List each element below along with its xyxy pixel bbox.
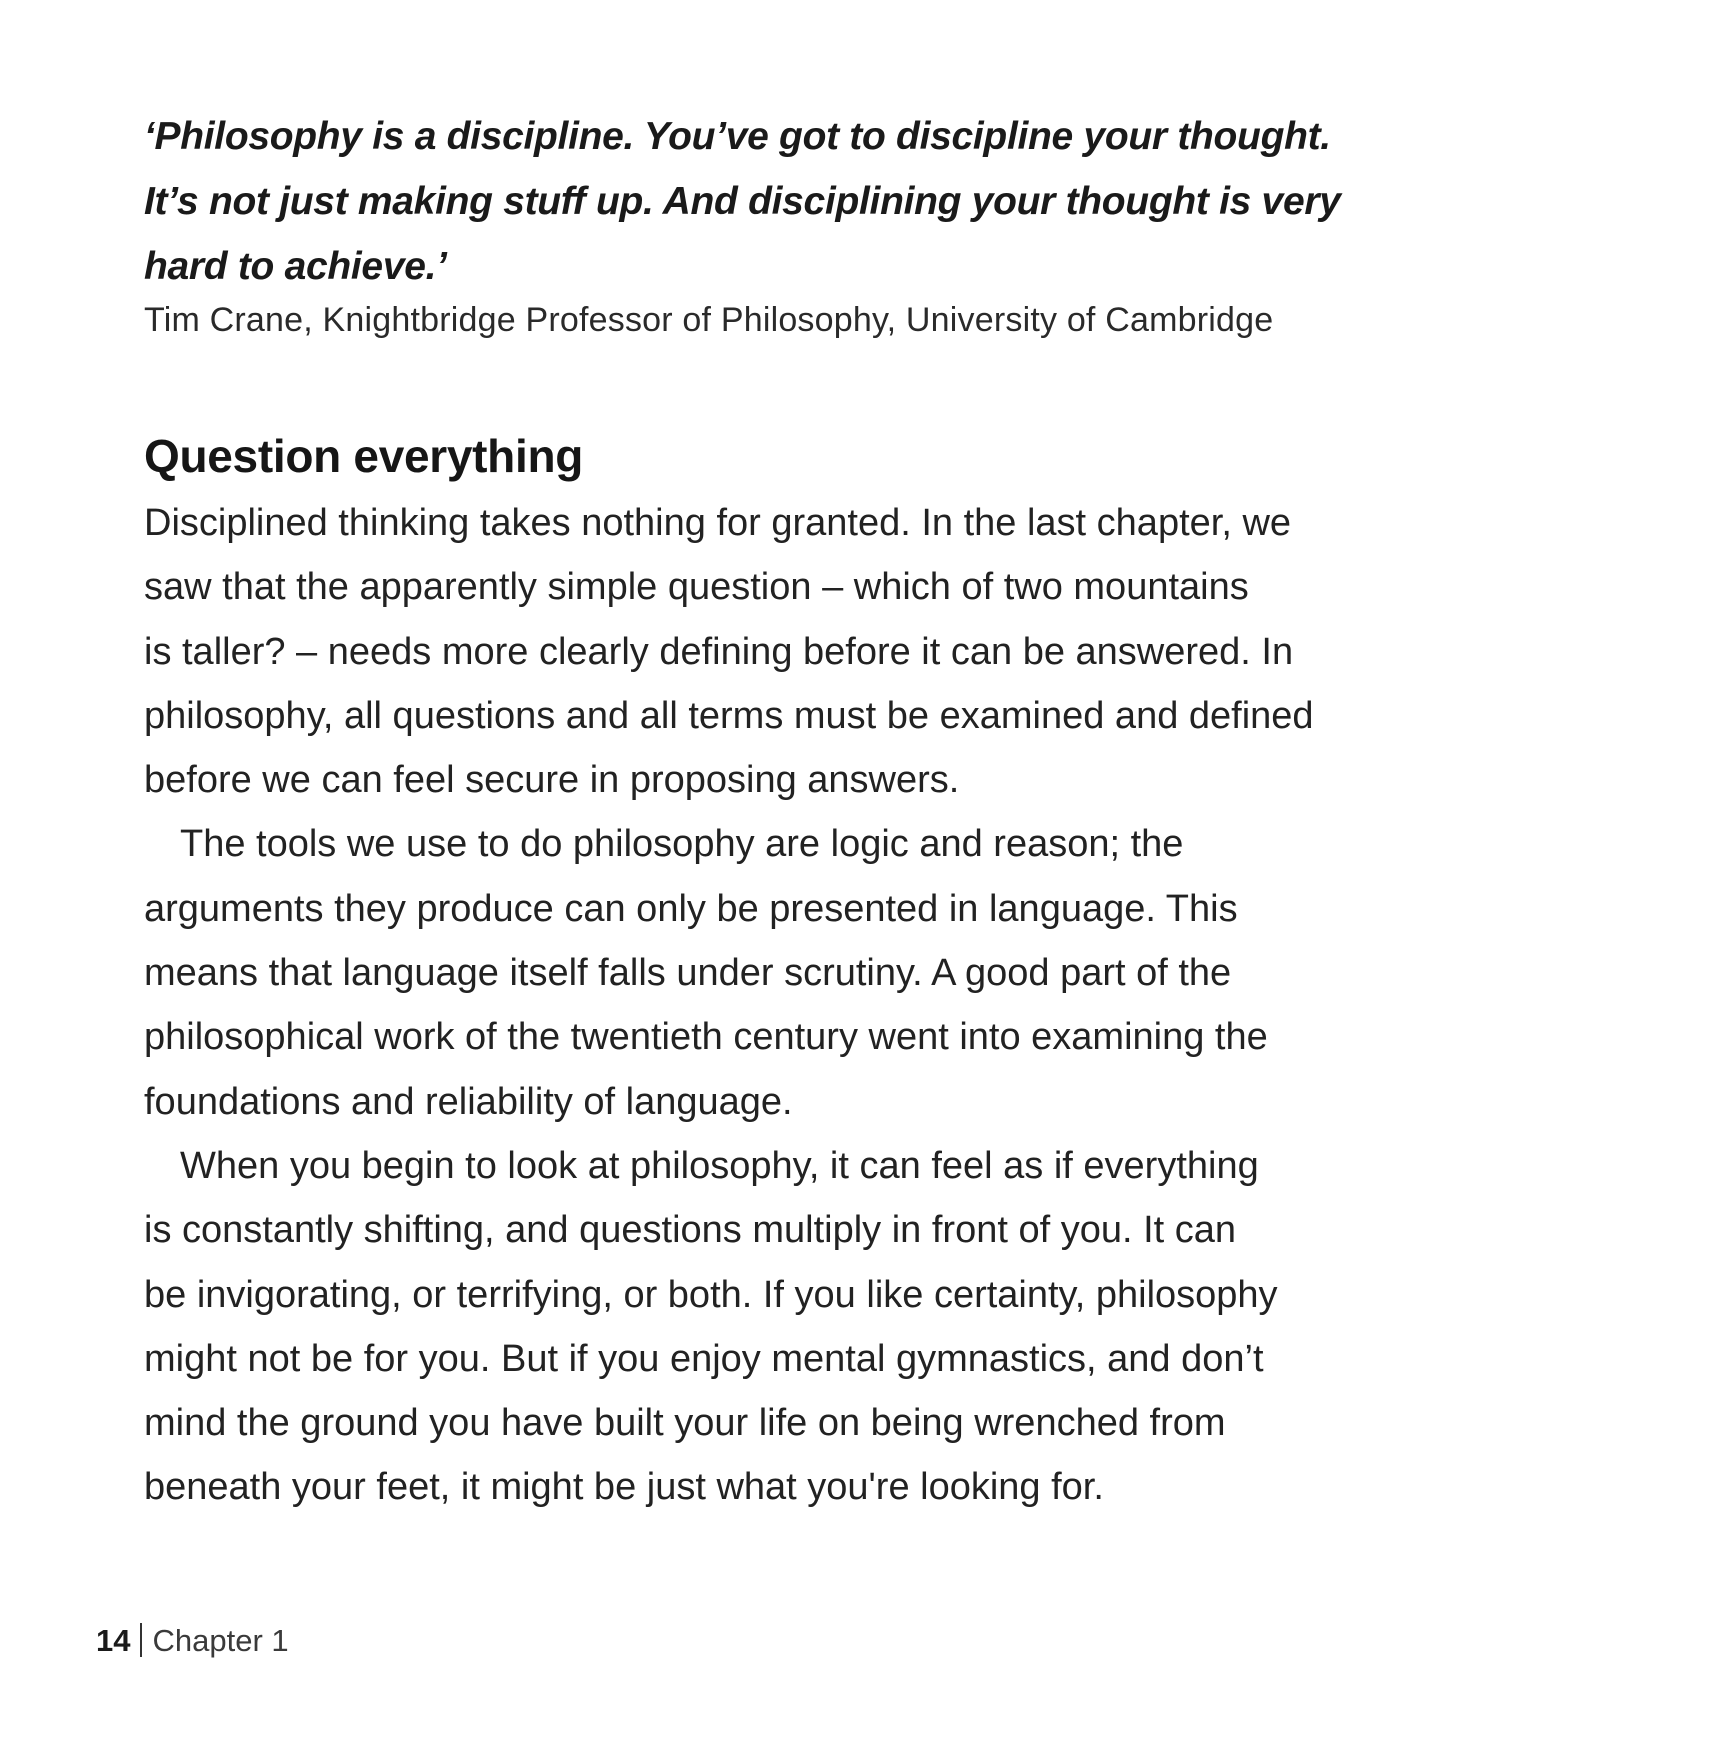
text-line: When you begin to look at philosophy, it can feel as if everything <box>180 1144 1259 1187</box>
section-body <box>144 491 1474 1520</box>
section-heading: Question everything <box>144 430 584 482</box>
text-line: before we can feel secure in proposing answers. <box>144 759 960 802</box>
quote-line: hard to achieve.’ <box>144 245 447 288</box>
chapter-label: Chapter 1 <box>152 1623 289 1658</box>
paragraph <box>144 1134 1474 1520</box>
quote-attribution: Tim Crane, Knightbridge Professor of Philosophy, University of Cambridge <box>144 301 1274 339</box>
text-line: mind the ground you have built your life on being wrenched from <box>144 1402 1226 1445</box>
paragraph <box>144 491 1474 812</box>
text-line: be invigorating, or terrifying, or both. If you like certainty, philosophy <box>144 1273 1278 1316</box>
page-number: 14 <box>96 1623 131 1658</box>
epigraph-quote <box>144 104 1474 299</box>
text-line: beneath your feet, it might be just what you're looking for. <box>144 1466 1104 1509</box>
text-line: Disciplined thinking takes nothing for granted. In the last chapter, we <box>144 502 1292 544</box>
text-line: is constantly shifting, and questions multiply in front of you. It can <box>144 1209 1237 1252</box>
text-line: saw that the apparently simple question – which of two mountains <box>144 566 1249 609</box>
text-line: means that language itself falls under scrutiny. A good part of the <box>144 952 1232 995</box>
text-line: is taller? – needs more clearly defining before it can be answered. In <box>144 630 1294 673</box>
text-line: philosophical work of the twentieth century went into examining the <box>144 1016 1268 1059</box>
text-line: might not be for you. But if you enjoy mental gymnastics, and don’t <box>144 1337 1264 1380</box>
text-line: philosophy, all questions and all terms must be examined and defined <box>144 694 1314 737</box>
page-footer <box>96 1619 289 1663</box>
quote-line: ‘Philosophy is a discipline. You’ve got to discipline your thought. <box>144 115 1331 158</box>
footer-separator <box>140 1623 142 1657</box>
text-line: foundations and reliability of language. <box>144 1080 793 1123</box>
text-line: The tools we use to do philosophy are logic and reason; the <box>180 823 1184 866</box>
quote-line: It’s not just making stuff up. And disciplining your thought is very <box>144 180 1341 223</box>
text-line: arguments they produce can only be presented in language. This <box>144 887 1238 930</box>
paragraph <box>144 812 1474 1133</box>
